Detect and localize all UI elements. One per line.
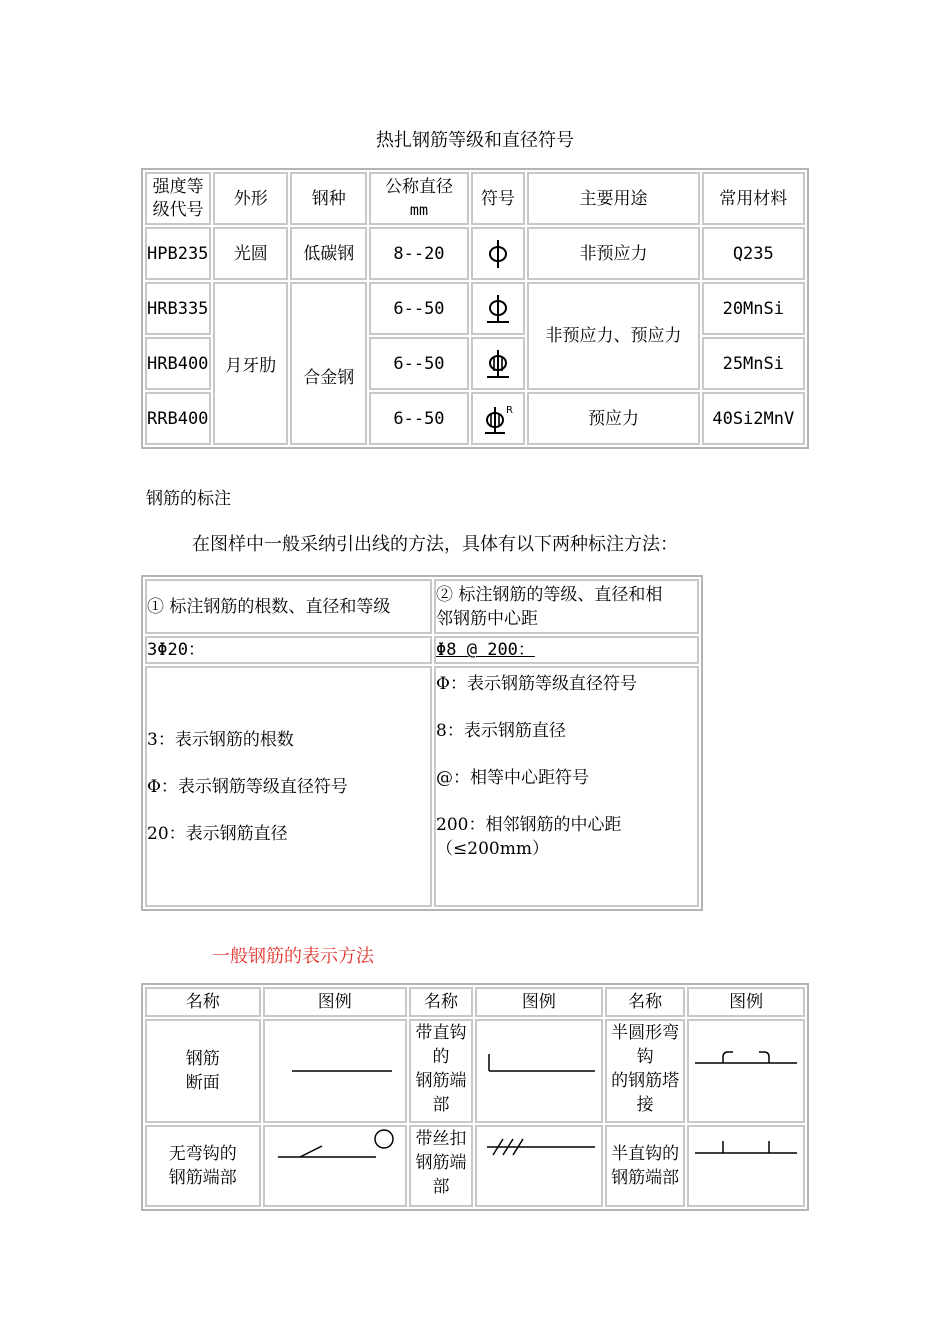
- name-line: 钢筋端: [415, 1071, 467, 1091]
- header-material: 常用材料: [702, 172, 805, 225]
- section-title-legend: 一般钢筋的表示方法: [212, 946, 374, 967]
- notation-header-1: ① 标注钢筋的根数、直径和等级: [145, 579, 432, 634]
- legend-figure: [687, 1125, 805, 1207]
- header-line: 邻钢筋中心距: [436, 608, 539, 629]
- legend-figure: [263, 1019, 407, 1123]
- row-symbol: [471, 282, 526, 335]
- name-line: 半直钩的: [611, 1144, 680, 1164]
- row-symbol: [471, 227, 526, 280]
- name-line: 接: [636, 1095, 654, 1115]
- notation-table: [141, 575, 703, 911]
- symbol-letter: R: [505, 404, 513, 416]
- header-line: 级代号: [152, 199, 204, 220]
- header-grade-code: [145, 172, 211, 225]
- name-line: 无弯钩的: [168, 1144, 237, 1164]
- legend-header-figure: 图例: [263, 987, 407, 1017]
- no-hook-end-icon: [270, 1127, 400, 1177]
- plain-rebar-line-icon: [270, 1061, 400, 1081]
- notation-example-2: Φ8 @ 200：: [434, 636, 699, 664]
- desc-line: 200：相邻钢筋的中心距: [436, 815, 622, 835]
- desc-line: @：相等中心距符号: [436, 768, 590, 788]
- header-line: ② 标注钢筋的等级、直径和相: [436, 584, 663, 605]
- name-line: 的: [432, 1047, 450, 1067]
- legend-header-name: 名称: [409, 987, 473, 1017]
- row-steel: 合金钢: [290, 282, 367, 445]
- notation-desc-2: [434, 666, 699, 907]
- row-material: Q235: [702, 227, 805, 280]
- name-line: 的钢筋塔: [611, 1071, 680, 1091]
- name-line: 钢筋端: [415, 1153, 467, 1173]
- legend-name: [145, 1019, 261, 1123]
- legend-header-figure: 图例: [687, 987, 805, 1017]
- legend-name: [409, 1125, 473, 1207]
- desc-line: Φ：表示钢筋等级直径符号: [147, 777, 348, 797]
- legend-header-name: 名称: [605, 987, 685, 1017]
- grade-RRB-symbol-icon: [481, 402, 515, 436]
- name-line: 钢筋端部: [168, 1168, 237, 1188]
- header-usage: 主要用途: [527, 172, 699, 225]
- row-code: HRB335: [145, 282, 211, 335]
- row-code: HRB400: [145, 337, 211, 390]
- header-line: 公称直径: [384, 176, 453, 197]
- legend-name: [605, 1019, 685, 1123]
- notation-desc-1: [145, 666, 432, 907]
- row-diameter: 8--20: [369, 227, 468, 280]
- row-diameter: 6--50: [369, 337, 468, 390]
- half-straight-hook-icon: [691, 1127, 801, 1167]
- section-title-notation: 钢筋的标注: [146, 489, 231, 509]
- header-diameter: [369, 172, 468, 225]
- name-line: 钩: [636, 1047, 654, 1067]
- row-code: RRB400: [145, 392, 211, 445]
- legend-figure: [475, 1125, 603, 1207]
- legend-figure: [475, 1019, 603, 1123]
- legend-figure: [263, 1125, 407, 1207]
- threaded-end-icon: [479, 1127, 599, 1167]
- header-shape: 外形: [213, 172, 288, 225]
- row-diameter: 6--50: [369, 282, 468, 335]
- name-line: 带丝扣: [415, 1129, 467, 1149]
- row-shape: 月牙肋: [213, 282, 288, 445]
- row-code: HPB235: [145, 227, 211, 280]
- header-symbol: 符号: [471, 172, 526, 225]
- desc-line: Φ：表示钢筋等级直径符号: [436, 674, 637, 694]
- desc-line: （≤200mm）: [436, 839, 549, 859]
- desc-line: 3：表示钢筋的根数: [147, 730, 294, 750]
- straight-hook-end-icon: [479, 1021, 599, 1081]
- intro-paragraph: 在图样中一般采纳引出线的方法，具体有以下两种标注方法：: [192, 534, 678, 555]
- row-material: 25MnSi: [702, 337, 805, 390]
- name-line: 断面: [185, 1073, 220, 1093]
- header-line: 强度等: [152, 176, 204, 197]
- row-shape: 光圆: [213, 227, 288, 280]
- row-usage: 非预应力、预应力: [527, 282, 699, 390]
- row-material: 20MnSi: [702, 282, 805, 335]
- desc-line: 8：表示钢筋直径: [436, 721, 566, 741]
- rebar-legend-table: [141, 983, 809, 1211]
- semicircle-hook-lap-icon: [691, 1021, 801, 1071]
- header-line: mm: [409, 200, 428, 219]
- grade-I-symbol-icon: [483, 237, 513, 271]
- table-title: 热扎钢筋等级和直径符号: [376, 130, 574, 151]
- rebar-grade-table: [141, 168, 809, 449]
- legend-header-figure: 图例: [475, 987, 603, 1017]
- legend-figure: [687, 1019, 805, 1123]
- row-usage: 预应力: [527, 392, 699, 445]
- name-line: 钢筋: [185, 1049, 220, 1069]
- row-symbol: [471, 392, 526, 445]
- grade-III-symbol-icon: [483, 347, 513, 381]
- desc-line: 20：表示钢筋直径: [147, 824, 288, 844]
- name-line: 钢筋端部: [611, 1168, 680, 1188]
- grade-II-symbol-icon: [483, 292, 513, 326]
- row-diameter: 6--50: [369, 392, 468, 445]
- name-line: 部: [432, 1177, 450, 1197]
- notation-header-2: [434, 579, 699, 634]
- name-line: 半圆形弯: [611, 1023, 680, 1043]
- header-steel-type: 钢种: [290, 172, 367, 225]
- notation-example-1: 3Φ20：: [145, 636, 432, 664]
- name-line: 带直钩: [415, 1023, 467, 1043]
- legend-name: [605, 1125, 685, 1207]
- legend-header-name: 名称: [145, 987, 261, 1017]
- legend-name: [145, 1125, 261, 1207]
- name-line: 部: [432, 1095, 450, 1115]
- row-usage: 非预应力: [527, 227, 699, 280]
- row-symbol: [471, 337, 526, 390]
- legend-name: [409, 1019, 473, 1123]
- row-material: 40Si2MnV: [702, 392, 805, 445]
- row-steel: 低碳钢: [290, 227, 367, 280]
